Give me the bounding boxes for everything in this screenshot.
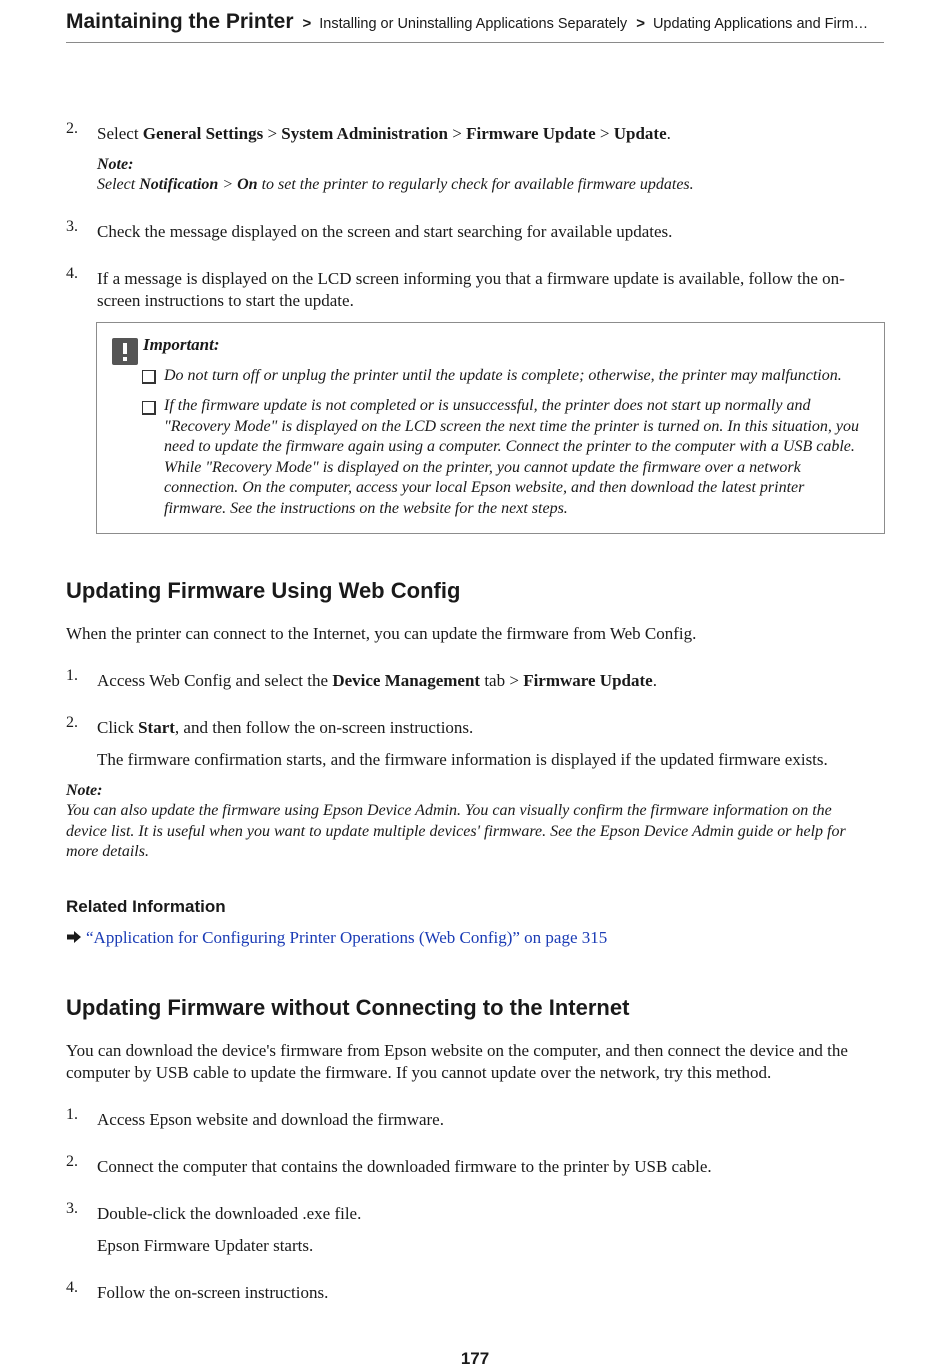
important-item-line: "Recovery Mode" is displayed on the LCD screen the next time the printer is turned on. In this situation, you xyxy=(164,417,859,435)
important-item-line: connection. On the computer, access your local Epson website, and then download the latest printer xyxy=(164,479,805,496)
important-item-line: firmware. See the instructions on the website for the next steps. xyxy=(164,499,568,517)
checkbox-bullet-icon xyxy=(142,370,156,384)
note-text: Select Notification > On to set the printer to regularly check for available firmware updates. xyxy=(97,176,694,193)
step-number: 1. xyxy=(66,667,78,684)
step-result: The firmware confirmation starts, and the firmware information is displayed if the updated firmware exists. xyxy=(97,750,828,769)
step-text: Select General Settings > System Administration > Firmware Update > Update. xyxy=(97,124,671,143)
section-heading: Updating Firmware Using Web Config xyxy=(66,578,461,603)
breadcrumb xyxy=(66,10,884,43)
arrow-right-icon xyxy=(66,930,82,944)
note-line: You can also update the firmware using Epson Device Admin. You can visually confirm the firmware information on the xyxy=(66,802,832,819)
paragraph-line: You can download the device's firmware from Epson website on the computer, and then connect the device and the xyxy=(66,1041,848,1060)
important-item-line: If the firmware update is not completed or is unsuccessful, the printer does not start up normally and xyxy=(164,397,811,414)
note-label: Note: xyxy=(97,156,134,173)
step-number: 3. xyxy=(66,1200,78,1217)
step-text: Connect the computer that contains the downloaded firmware to the printer by USB cable. xyxy=(97,1157,712,1176)
step-text: Click Start, and then follow the on-screen instructions. xyxy=(97,718,474,737)
note-line: device list. It is useful when you want to update multiple devices' firmware. See the Epson Device Admin guide or help for xyxy=(66,822,846,840)
section-heading: Updating Firmware without Connecting to the Internet xyxy=(66,995,630,1020)
paragraph: When the printer can connect to the Internet, you can update the firmware from Web Config. xyxy=(66,624,697,643)
checkbox-bullet-icon xyxy=(142,401,156,415)
step-text: Follow the on-screen instructions. xyxy=(97,1283,329,1302)
important-item: Do not turn off or unplug the printer until the update is complete; otherwise, the printer may malfunction. xyxy=(164,367,842,384)
step-text: Check the message displayed on the screen and start searching for available updates. xyxy=(97,222,673,241)
step-number: 1. xyxy=(66,1106,78,1123)
step-number: 2. xyxy=(66,714,78,731)
warning-icon xyxy=(112,338,138,365)
step-text-line: screen instructions to start the update. xyxy=(97,291,354,310)
important-item-line: need to update the firmware again using a computer. Connect the printer to the computer with a USB cable. xyxy=(164,438,855,455)
important-callout xyxy=(96,322,885,534)
chapter-title: Maintaining the Printer xyxy=(66,10,294,33)
step-text-line: If a message is displayed on the LCD screen informing you that a firmware update is available, follow the on- xyxy=(97,269,845,288)
note-line: more details. xyxy=(66,843,149,860)
step-number: 4. xyxy=(66,1279,78,1296)
step-number: 2. xyxy=(66,1153,78,1170)
breadcrumb-current: Updating Applications and Firm… xyxy=(652,16,869,32)
important-title: Important: xyxy=(143,335,220,354)
step-number: 3. xyxy=(66,218,78,235)
note-label: Note: xyxy=(66,782,103,799)
step-text: Double-click the downloaded .exe file. xyxy=(97,1204,362,1223)
breadcrumb-separator: > xyxy=(302,15,312,32)
step-number: 2. xyxy=(66,120,78,137)
related-link[interactable]: “Application for Configuring Printer Operations (Web Config)” on page 315 xyxy=(86,928,608,947)
important-item-line: While "Recovery Mode" is displayed on the printer, you cannot update the firmware over a network xyxy=(164,458,801,476)
paragraph-line: computer by USB cable to update the firmware. If you cannot update over the network, try this method. xyxy=(66,1063,772,1082)
step-number: 4. xyxy=(66,265,78,282)
step-text: Access Epson website and download the firmware. xyxy=(97,1110,444,1129)
page-number: 177 xyxy=(460,1349,490,1368)
related-information-heading: Related Information xyxy=(66,897,226,916)
breadcrumb-section: Installing or Uninstalling Applications Separately xyxy=(319,16,628,32)
breadcrumb-separator: > xyxy=(636,15,645,32)
step-text: Access Web Config and select the Device Management tab > Firmware Update. xyxy=(97,671,657,690)
step-result: Epson Firmware Updater starts. xyxy=(97,1236,314,1255)
